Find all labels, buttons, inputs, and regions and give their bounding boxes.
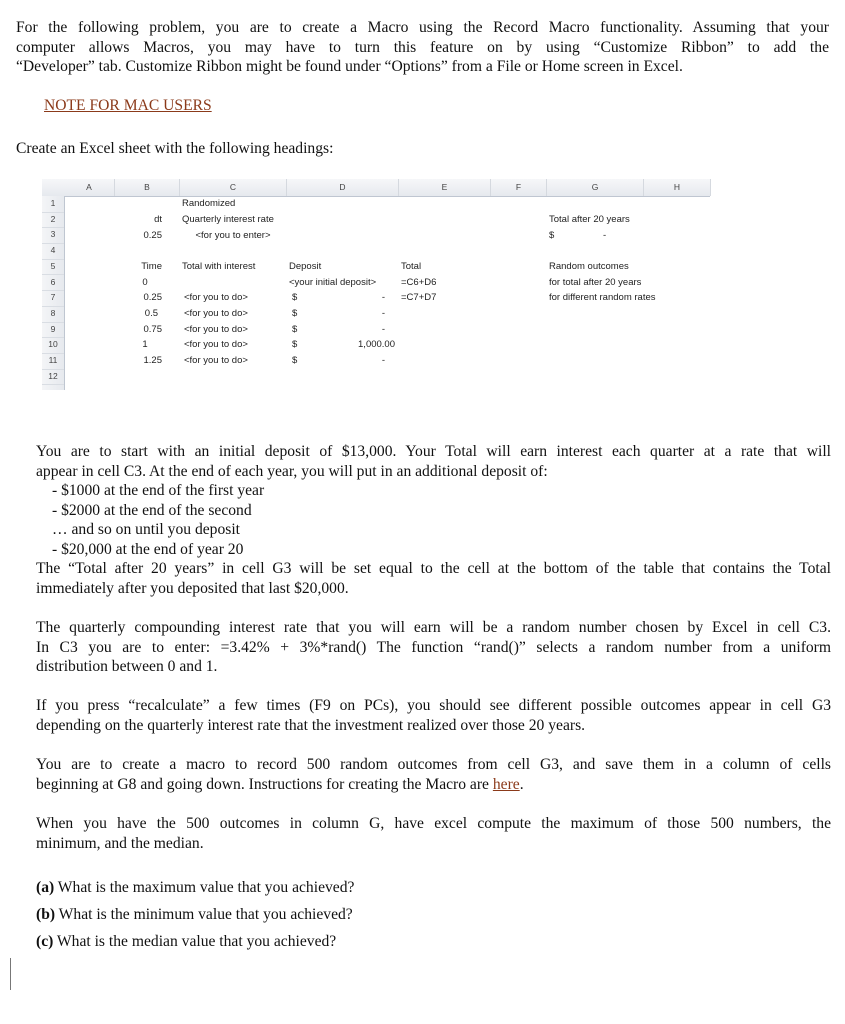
cell-d7-value: - <box>381 292 385 303</box>
cell-g3-symbol: $ <box>549 230 555 241</box>
row-header: 12 <box>42 369 64 386</box>
cell-e6: =C6+D6 <box>401 277 437 288</box>
column-header: F <box>491 179 547 196</box>
mac-users-note-link[interactable]: NOTE FOR MAC USERS <box>44 97 212 114</box>
cell-b11: 1.25 <box>143 355 162 366</box>
column-header: G <box>547 179 644 196</box>
cell-d6: <your initial deposit> <box>289 277 377 288</box>
question-b <box>36 906 353 924</box>
macro-line <box>36 775 831 795</box>
recalculate-line: depending on the quarterly interest rate that the investment realized over those 20 years. <box>36 716 586 734</box>
intro-line: For the following problem, you are to create a Macro using the Record Macro functionality. Assuming that your <box>16 19 829 36</box>
cell-b10: 1 <box>142 339 148 350</box>
rate-paragraph <box>36 618 831 677</box>
column-header: C <box>180 179 287 196</box>
deposit-list-item: - $2000 at the end of the second <box>52 501 252 519</box>
column-header: D <box>287 179 399 196</box>
row-header: 8 <box>42 306 64 323</box>
cell-b7: 0.25 <box>143 292 162 303</box>
instructions-line: appear in cell C3. At the end of each year, you will put in an additional deposit of: <box>36 462 548 480</box>
cell-c5: Total with interest <box>182 261 256 272</box>
cell-c7: <for you to do> <box>184 292 248 303</box>
cell-c8: <for you to do> <box>184 308 248 319</box>
instructions-paragraph <box>36 442 831 598</box>
cell-e7: =C7+D7 <box>401 292 437 303</box>
cell-c1: Randomized <box>182 198 236 209</box>
row-header: 11 <box>42 353 64 370</box>
cell-d10-symbol: $ <box>292 339 298 350</box>
column-header: E <box>399 179 491 196</box>
cell-b8: 0.5 <box>144 308 158 319</box>
compute-line: minimum, and the median. <box>36 834 204 852</box>
deposit-list-item: … and so on until you deposit <box>52 521 240 538</box>
compute-paragraph <box>36 814 831 853</box>
cell-d10-value: 1,000.00 <box>358 339 395 350</box>
cell-c11: <for you to do> <box>184 355 248 366</box>
cell-b3: 0.25 <box>143 230 162 241</box>
cell-d11-symbol: $ <box>292 355 298 366</box>
column-header: H <box>644 179 711 196</box>
deposit-list-item: - $1000 at the end of the first year <box>52 482 265 499</box>
cell-g7: for different random rates <box>549 292 656 303</box>
compute-line: When you have the 500 outcomes in column G, have excel compute the maximum of those 500 numbers, the <box>36 815 831 832</box>
row-header: 10 <box>42 337 64 354</box>
recalculate-line: If you press “recalculate” a few times (F9 on PCs), you should see different possible outcomes appear in cell G3 <box>36 697 831 714</box>
headings-prompt: Create an Excel sheet with the following headings: <box>16 140 334 157</box>
cell-g5: Random outcomes <box>549 261 629 272</box>
cell-b6: 0 <box>142 277 148 288</box>
cell-e5: Total <box>401 261 422 272</box>
instructions-line: You are to start with an initial deposit of $13,000. Your Total will earn interest each quarter at a rate that will <box>36 443 831 460</box>
intro-line: “Developer” tab. Customize Ribbon might be found under “Options” from a File or Home screen in Excel. <box>16 58 683 75</box>
cell-b9: 0.75 <box>143 324 162 335</box>
row-header: 3 <box>42 227 64 244</box>
cell-d9-symbol: $ <box>292 324 298 335</box>
question-label: (c) <box>36 933 54 950</box>
macro-line-text: beginning at G8 and going down. Instructions for creating the Macro are <box>36 775 493 793</box>
column-header: B <box>115 179 180 196</box>
question-text: What is the maximum value that you achieved? <box>54 879 355 896</box>
question-text: What is the minimum value that you achieved? <box>55 906 353 923</box>
cell-d9-value: - <box>381 324 385 335</box>
row-header-bar <box>42 196 65 390</box>
cell-d7-symbol: $ <box>292 292 298 303</box>
row-header: 7 <box>42 290 64 307</box>
instructions-line: The “Total after 20 years” in cell G3 will be set equal to the cell at the bottom of the table that contains the Total <box>36 560 831 577</box>
rate-line: distribution between 0 and 1. <box>36 658 218 675</box>
cell-d11-value: - <box>381 355 385 366</box>
rate-line: The quarterly compounding interest rate that you will earn will be a random number chosen by Excel in cell C3. <box>36 619 831 636</box>
cell-g2: Total after 20 years <box>549 214 630 225</box>
cell-d8-value: - <box>381 308 385 319</box>
column-header-bar <box>42 179 710 197</box>
instructions-line: immediately after you deposited that last $20,000. <box>36 579 349 597</box>
intro-paragraph <box>16 18 829 77</box>
deposit-list-item: - $20,000 at the end of year 20 <box>52 540 244 558</box>
cell-d5: Deposit <box>289 261 322 272</box>
cell-c2: Quarterly interest rate <box>182 214 274 225</box>
question-text: What is the median value that you achieved? <box>53 933 337 950</box>
macro-line: You are to create a macro to record 500 random outcomes from cell G3, and save them in a column of cells <box>36 756 831 773</box>
macro-paragraph <box>36 755 831 794</box>
text-cursor <box>10 958 11 990</box>
rate-line: In C3 you are to enter: =3.42% + 3%*rand() The function “rand()” selects a random number from a uniform <box>36 638 831 656</box>
cell-d8-symbol: $ <box>292 308 298 319</box>
question-a <box>36 879 354 897</box>
macro-line-period: . <box>519 775 524 793</box>
cell-b2: dt <box>154 214 162 225</box>
cell-b5: Time <box>141 261 162 272</box>
cell-c3: <for you to enter> <box>195 230 271 241</box>
question-label: (b) <box>36 906 56 923</box>
cell-c10: <for you to do> <box>184 339 248 350</box>
macro-instructions-link[interactable]: here <box>492 775 520 793</box>
cell-c9: <for you to do> <box>184 324 248 335</box>
question-c <box>36 933 336 951</box>
row-header: 5 <box>42 259 64 276</box>
row-header: 6 <box>42 275 64 292</box>
row-header: 9 <box>42 322 64 339</box>
question-label: (a) <box>36 879 55 896</box>
cell-g3-value: - <box>603 230 607 241</box>
excel-sheet-image <box>42 179 710 390</box>
recalculate-paragraph <box>36 696 831 735</box>
row-header: 2 <box>42 212 64 229</box>
row-header: 1 <box>42 196 64 213</box>
intro-line: computer allows Macros, you may have to turn this feature on by using “Customize Ribbon” to add the <box>16 38 829 56</box>
cell-g6: for total after 20 years <box>549 277 642 288</box>
column-header: A <box>64 179 115 196</box>
row-header: 4 <box>42 243 64 260</box>
